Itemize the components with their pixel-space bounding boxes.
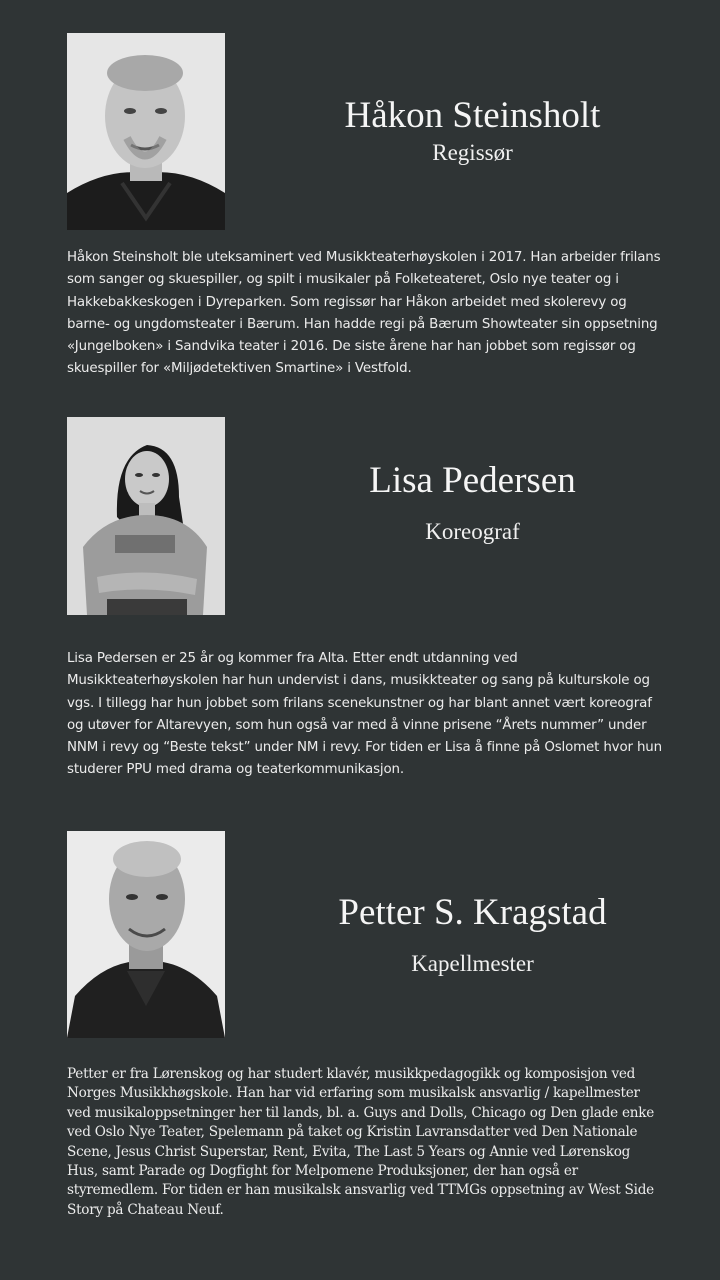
person-bio: Lisa Pedersen er 25 år og kommer fra Alta. Etter endt utdanning ved Musikkteaterhøyskolen har hun undervist i dans, musikkteater og sang på kulturskole og vgs. I tillegg har hun jobbet som frilans scenekunstner og har blant annet vært koreograf og utøver for Altarevyen, som hun også var med å vinne prisene “Årets nummer” under NNM i revy og “Beste tekst” under NM i revy. For tiden er Lisa å finne på Oslomet hvor hun studerer PPU med drama og teaterkommunikasjon. [67, 651, 662, 778]
person-role: Kapellmester [411, 951, 534, 976]
portrait-photo-petter [67, 831, 225, 1038]
name-block-petter [225, 891, 720, 979]
name-block-hakon [225, 94, 720, 168]
person-role: Koreograf [425, 519, 520, 544]
person-name: Petter S. Kragstad [338, 892, 607, 933]
person-name: Håkon Steinsholt [344, 95, 601, 136]
person-role: Regissør [432, 140, 513, 165]
person-bio: Petter er fra Lørenskog og har studert klavér, musikkpedagogikk og komposisjon ved Norges Musikkhøgskole. Han har vid erfaring som musikalsk ansvarlig / kapellmester ved musikaloppsetninger her til lands, bl. a. Guys and Dolls, Chicago og Den glade enke ved Oslo Nye Teater, Spelemann på taket og Kristin Lavransdatter ved Den Nationale Scene, Jesus Christ Superstar, Rent, Evita, The Last 5 Years og Annie ved Lørenskog Hus, samt Parade og Dogfight for Melpomene Produksjoner, der han også er styremedlem. For tiden er han musikalsk ansvarlig ved TTMGs oppsetning av West Side Story på Chateau Neuf. [67, 1066, 655, 1218]
portrait-photo-lisa [67, 417, 225, 615]
portrait-photo-hakon [67, 33, 225, 230]
name-block-lisa [225, 459, 720, 547]
person-name: Lisa Pedersen [369, 460, 576, 501]
person-bio: Håkon Steinsholt ble uteksaminert ved Musikkteaterhøyskolen i 2017. Han arbeider frilans som sanger og skuespiller, og spilt i musikaler på Folketeateret, Oslo nye teater og i Hakkebakkeskogen i Dyreparken. Som regissør har Håkon arbeidet med skolerevy og barne- og ungdomsteater i Bærum. Han hadde regi på Bærum Showteater sin oppsetning «Jungelboken» i Sandvika teater i 2016. De siste årene har han jobbet som regissør og skuespiller for «Miljødetektiven Smartine» i Vestfold. [67, 250, 661, 377]
